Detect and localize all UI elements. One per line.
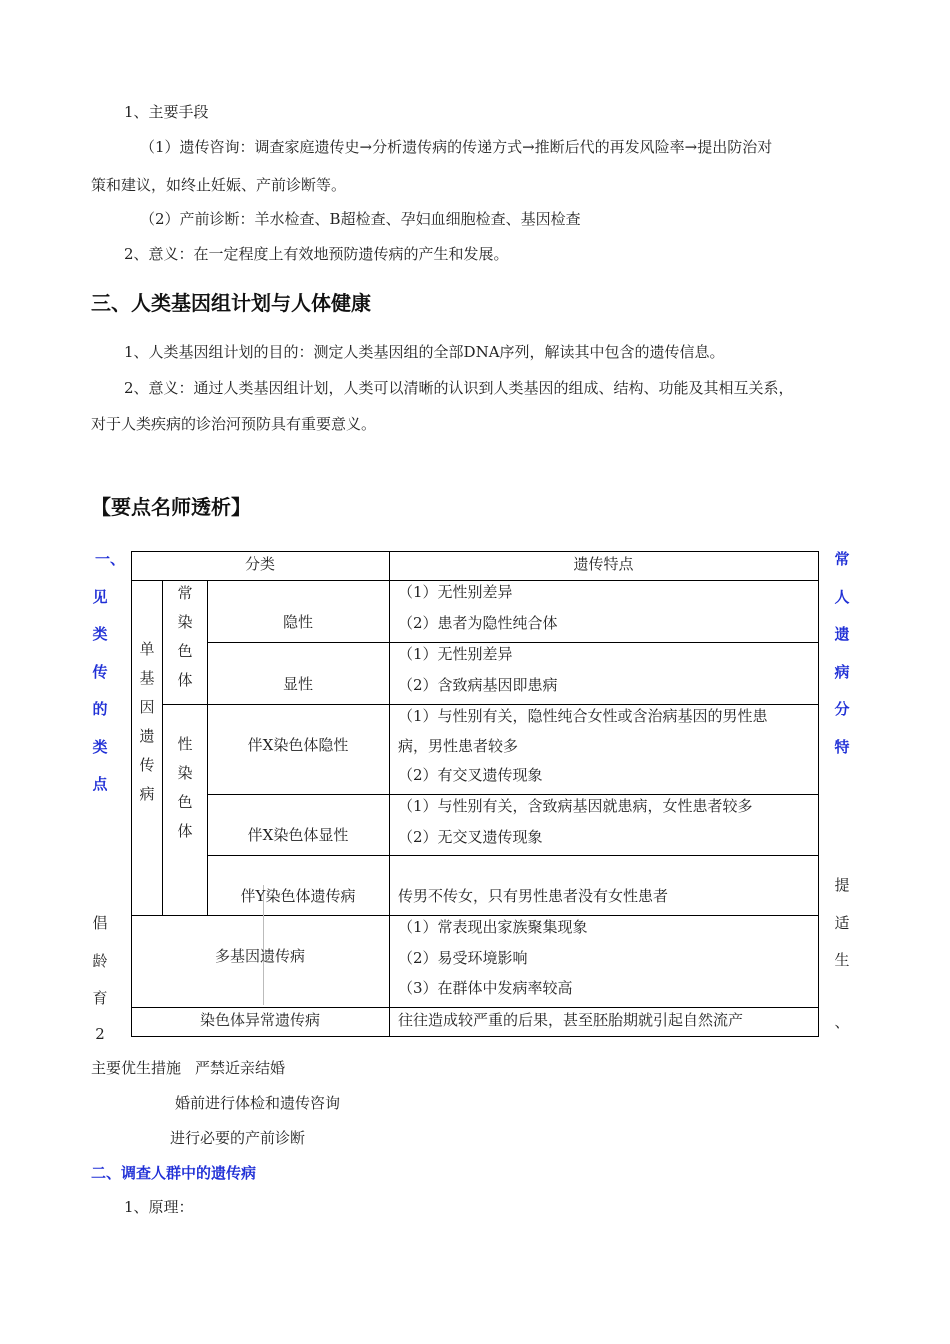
row-y-name: 伴Y染色体遗传病: [240, 887, 356, 905]
item-genetic-counseling-cont: 策和建议，如终止妊娠、产前诊断等。: [91, 176, 347, 194]
row-chromosomal-feature: 往往造成较严重的后果，甚至胚胎期就引起自然流产: [398, 1011, 744, 1029]
row-recessive-f1: （1）无性别差异: [398, 583, 513, 601]
row-recessive-name: 隐性: [282, 613, 313, 631]
row-x-recessive-f2: （2）有交叉遗传现象: [398, 766, 543, 784]
section-title-survey: 二、调查人群中的遗传病: [91, 1164, 257, 1182]
measure-2: 婚前进行体检和遗传咨询: [175, 1094, 341, 1112]
row-polygenic-name: 多基因遗传病: [214, 947, 305, 965]
left-plain-text: 倡 龄 育 2: [92, 914, 108, 1043]
row-polygenic-f1: （1）常表现出家族聚集现象: [398, 918, 588, 936]
row-x-dominant-f2: （2）无交叉遗传现象: [398, 828, 543, 846]
left-blue-heading: 一、 见 类 传 的 类 点: [92, 550, 125, 793]
item-main-means: 1、主要手段: [124, 103, 209, 121]
row-chromosomal-name: 染色体异常遗传病: [199, 1011, 320, 1029]
measure-1: 严禁近亲结婚: [195, 1059, 286, 1077]
section-title-key-points: 【要点名师透析】: [91, 495, 251, 519]
measures-label: 主要优生措施: [91, 1059, 182, 1077]
row-x-recessive-f1: （1）与性别有关，隐性纯合女性或含治病基因的男性患: [398, 707, 768, 725]
row-recessive-f2: （2）患者为隐性纯合体: [398, 614, 558, 632]
row-x-dominant-f1: （1）与性别有关，含致病基因就患病，女性患者较多: [398, 797, 753, 815]
row-x-recessive-name: 伴X染色体隐性: [247, 736, 349, 754]
item-prenatal-diagnosis: （2）产前诊断：羊水检查、B超检查、孕妇血细胞检查、基因检查: [140, 210, 581, 228]
genome-purpose: 1、人类基因组计划的目的：测定人类基因组的全部DNA序列，解读其中包含的遗传信息。: [124, 343, 725, 361]
single-gene-label: 单基因遗传病: [139, 640, 155, 803]
row-dominant-f1: （1）无性别差异: [398, 645, 513, 663]
right-blue-heading: 常 人 遗 病 分 特: [834, 550, 850, 756]
table-header-class: 分类: [244, 555, 275, 573]
row-x-recessive-f1b: 病，男性患者较多: [398, 737, 519, 755]
right-plain-text: 提 适 生 、: [834, 876, 850, 1031]
row-dominant-f2: （2）含致病基因即患病: [398, 676, 558, 694]
item-genetic-counseling: （1）遗传咨询：调查家庭遗传史→分析遗传病的传递方式→推断后代的再发风险率→提出防治对: [140, 138, 773, 156]
autosomal-label: 常染色体: [177, 584, 193, 689]
item-significance: 2、意义：在一定程度上有效地预防遗传病的产生和发展。: [124, 245, 509, 263]
genome-significance-cont: 对于人类疾病的诊治河预防具有重要意义。: [91, 415, 377, 433]
section-title-genome-project: 三、人类基因组计划与人体健康: [91, 291, 371, 315]
measure-3: 进行必要的产前诊断: [170, 1129, 306, 1147]
row-y-feature: 传男不传女，只有男性患者没有女性患者: [398, 887, 669, 905]
sex-chromosome-label: 性染色体: [177, 735, 193, 840]
row-x-dominant-name: 伴X染色体显性: [247, 826, 349, 844]
row-polygenic-f3: （3）在群体中发病率较高: [398, 979, 573, 997]
genome-significance: 2、意义：通过人类基因组计划，人类可以清晰的认识到人类基因的组成、结构、功能及其相互关系，: [124, 379, 794, 397]
survey-principle: 1、原理：: [124, 1198, 194, 1216]
table-header-feature: 遗传特点: [573, 555, 634, 573]
row-dominant-name: 显性: [282, 675, 313, 693]
row-polygenic-f2: （2）易受环境影响: [398, 949, 528, 967]
